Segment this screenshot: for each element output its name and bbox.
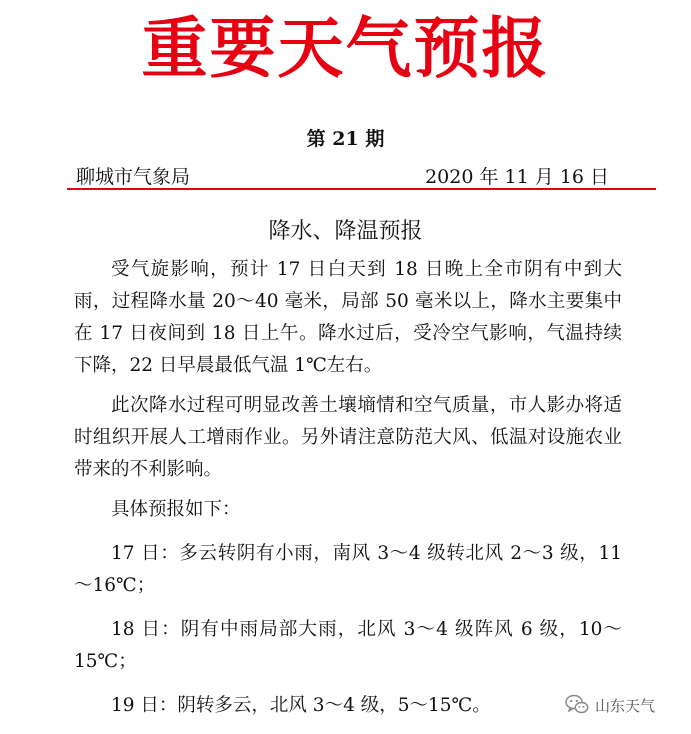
forecast-day-19: 19 日：阴转多云，北风 3～4 级，5～15℃。 xyxy=(111,695,491,716)
issue-number: 第 21 期 xyxy=(306,128,385,150)
issuing-office: 聊城市气象局 xyxy=(76,166,191,188)
paragraph-forecast-intro: 具体预报如下： xyxy=(111,499,241,520)
article-body xyxy=(74,254,622,722)
watermark-text: 山东天气 xyxy=(595,696,656,715)
masthead-title: 重要天气预报 xyxy=(141,9,550,87)
forecast-day-17: 17 日：多云转阴有小雨，南风 3～4 级转北风 2～3 级，11～16℃； xyxy=(74,543,622,596)
wechat-icon xyxy=(565,694,589,716)
issue-date: 2020 年 11 月 16 日 xyxy=(425,166,609,188)
paragraph-impact: 此次降水过程可明显改善土壤墒情和空气质量，市人影办将适时组织开展人工增雨作业。另外请注意防范大风、低温对设施农业带来的不利影响。 xyxy=(74,395,622,480)
paragraph-summary: 受气旋影响，预计 17 日白天到 18 日晚上全市阴有中到大雨，过程降水量 20～40 毫米，局部 50 毫米以上，降水主要集中在 17 日夜间到 18 日上午。降水过后，受冷空气影响，气温持续下降，22 日早晨最低气温 1℃左右。 xyxy=(74,259,622,376)
article-title: 降水、降温预报 xyxy=(268,219,423,244)
forecast-day-18: 18 日：阴有中雨局部大雨，北风 3～4 级阵风 6 级，10～15℃； xyxy=(74,619,622,672)
red-divider-rule xyxy=(67,188,656,190)
wechat-watermark xyxy=(565,692,655,718)
